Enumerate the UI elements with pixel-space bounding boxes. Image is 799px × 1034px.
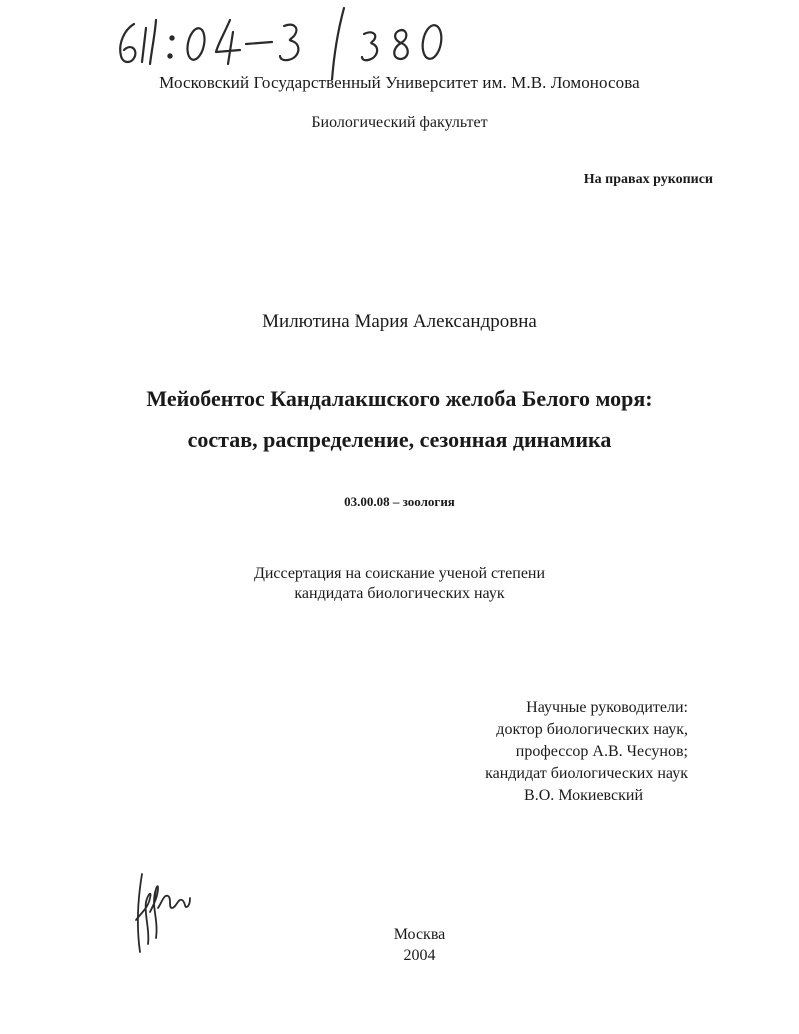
dissertation-title [0, 378, 799, 460]
city: Москва [393, 926, 446, 943]
degree-statement [0, 564, 799, 604]
degree-line-1: Диссертация на соискание ученой степени [253, 565, 546, 582]
advisor-line: кандидат биологических наук [485, 765, 688, 782]
author-name: Милютина Мария Александровна [262, 311, 537, 332]
faculty-name: Биологический факультет [311, 114, 488, 131]
specialty-code: 03.00.08 – зоология [344, 494, 455, 509]
degree-line-2: кандидата биологических наук [294, 585, 505, 602]
year: 2004 [403, 947, 436, 964]
title-line-1: Мейобентос Кандалакшского желоба Белого моря: [146, 386, 653, 411]
university-name: Московский Государственный Университет им. М.В. Ломоносова [159, 73, 640, 92]
advisors-block [485, 697, 688, 807]
advisors-heading: Научные руководители: [526, 699, 688, 716]
handwritten-registry-number [112, 6, 472, 80]
advisor-line: доктор биологических наук, [496, 721, 688, 738]
city-year [0, 924, 799, 966]
advisor-line: профессор А.В. Чесунов; [515, 743, 688, 760]
title-line-2: состав, распределение, сезонная динамика [187, 427, 612, 452]
manuscript-note: На правах рукописи [583, 172, 713, 187]
advisor-line: В.О. Мокиевский [524, 787, 643, 804]
